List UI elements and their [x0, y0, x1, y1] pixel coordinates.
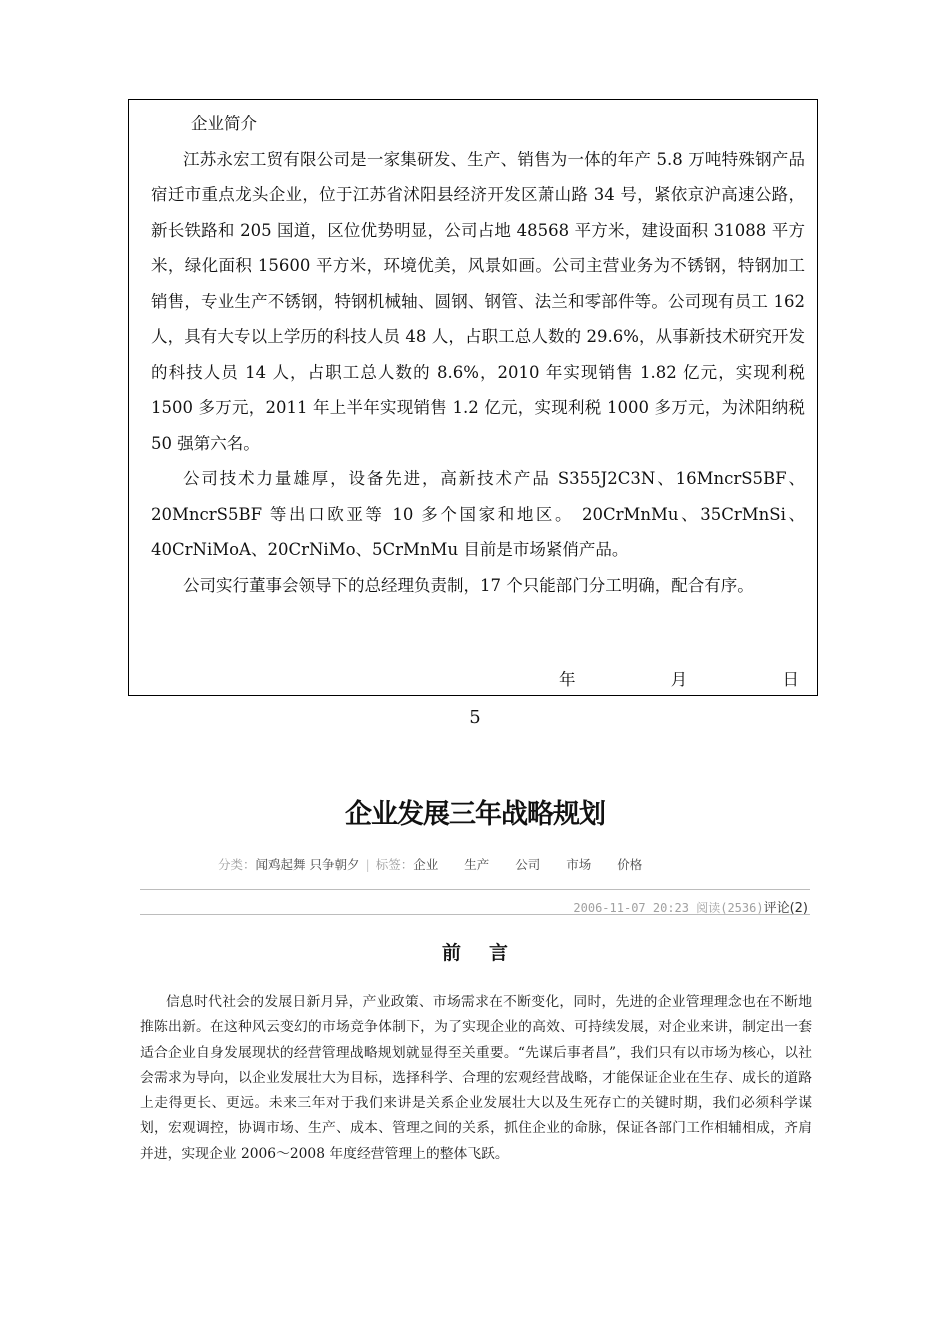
- tag-link[interactable]: 公司: [515, 857, 541, 872]
- page-number: 5: [469, 707, 481, 728]
- post-body-paragraph: 信息时代社会的发展日新月异，产业政策、市场需求在不断变化，同时，先进的企业管理理念也在不断地推陈出新。在这种风云变幻的市场竞争体制下，为了实现企业的高效、可持续发展，对企业来讲，制定出一套适合企业自身发展现状的经营管理战略规划就显得至关重要。“先谋后事者昌”，我们只有以市场为核心，以社会需求为导向，以企业发展壮大为目标，选择科学、合理的宏观经营战略，才能保证企业在生存、成长的道路上走得更长、更远。未来三年对于我们来讲是关系企业发展壮大以及生死存亡的关键时期，我们必须科学谋划，宏观调控，协调市场、生产、成本、管理之间的关系，抓住企业的命脉，保证各部门工作相辅相成，齐肩并进，实现企业 2006～2008 年度经营管理上的整体飞跃。: [140, 994, 812, 1162]
- date-year: 年: [559, 670, 576, 689]
- meta-divider-bottom: [140, 914, 810, 915]
- tags-label: 标签：: [375, 857, 414, 872]
- tag-link[interactable]: 企业: [413, 857, 439, 872]
- company-intro-box: [128, 99, 818, 696]
- tag-link[interactable]: 市场: [566, 857, 592, 872]
- intro-paragraph: 公司技术力量雄厚，设备先进，高新技术产品 S355J2C3N、16MncrS5BF、20MncrS5BF 等出口欧亚等 10 多个国家和地区。 20CrMnMu、35CrMnSi、40CrNiMoA、20CrNiMo、5CrMnMu 目前是市场紧俏产品。: [151, 469, 805, 559]
- tag-link[interactable]: 价格: [617, 857, 643, 872]
- intro-heading: 企业简介: [191, 114, 257, 133]
- intro-paragraph: 公司实行董事会领导下的总经理负责制，17 个只能部门分工明确，配合有序。: [183, 575, 754, 595]
- intro-paragraph: 江苏永宏工贸有限公司是一家集研发、生产、销售为一体的年产 5.8 万吨特殊钢产品宿迁市重点龙头企业，位于江苏省沭阳县经济开发区萧山路 34 号，紧依京沪高速公路，新长铁路和 205 国道，区位优势明显，公司占地 48568 平方米，建设面积 31088 平方米，绿化面积 15600 平方米，环境优美，风景如画。公司主营业务为不锈钢，特钢加工销售，专业生产不锈钢，特钢机械轴、圆钢、钢管、法兰和零部件等。公司现有员工 162 人，具有大专以上学历的科技人员 48 人，占职工总人数的 29.6%，从事新技术研究开发的科技人员 14 人，占职工总人数的 8.6%，2010 年实现销售 1.82 亿元，实现利税 1500 多万元，2011 年上半年实现销售 1.2 亿元，实现利税 1000 多万元，为沭阳纳税 50 强第六名。: [151, 149, 805, 453]
- meta-divider-top: [140, 889, 810, 890]
- post-meta: [218, 855, 668, 873]
- category-label: 分类：: [218, 857, 256, 872]
- meta-separator: |: [365, 857, 370, 872]
- date-day: 日: [782, 670, 799, 689]
- post-date-views: 2006-11-07 20:23 阅读(2536): [573, 901, 764, 915]
- comments-link[interactable]: 评论(2): [763, 901, 808, 916]
- date-line: [559, 666, 799, 690]
- section-heading: 前言: [441, 942, 536, 964]
- date-month: 月: [670, 670, 688, 689]
- tag-link[interactable]: 生产: [464, 857, 490, 872]
- blog-post-title: 企业发展三年战略规划: [345, 799, 605, 830]
- category-link[interactable]: 闻鸡起舞 只争朝夕: [255, 857, 360, 872]
